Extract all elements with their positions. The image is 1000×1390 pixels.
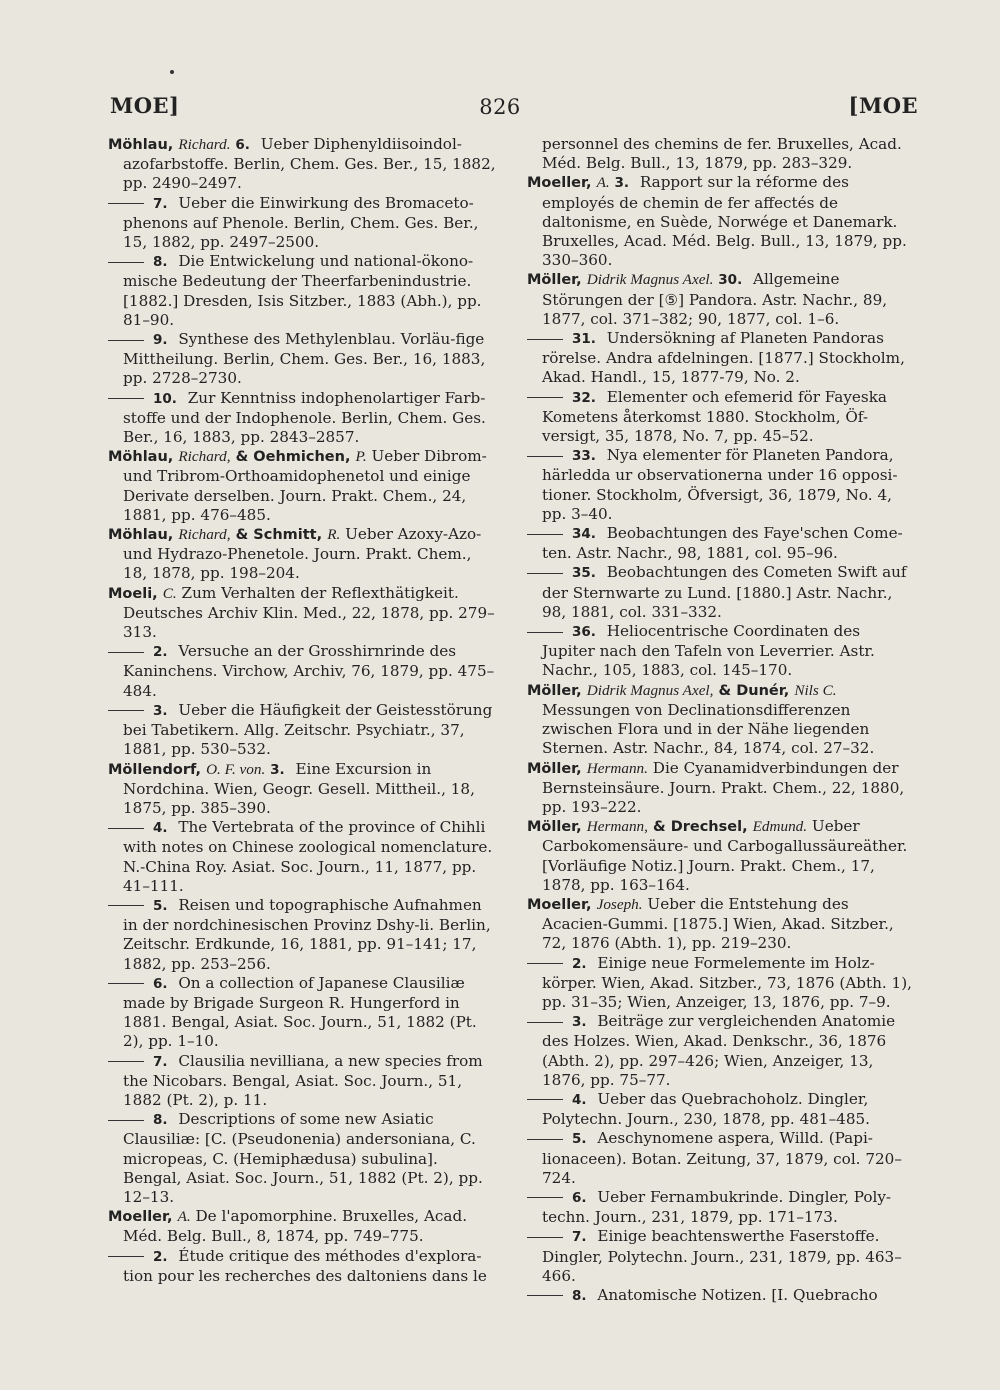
entry-number: 32.: [572, 389, 596, 406]
running-head-right: [MOE: [848, 93, 918, 118]
author-given-name: Richard.: [178, 136, 231, 153]
left-column: [108, 135, 496, 1286]
entry-number: 7.: [153, 195, 168, 212]
author-surname: Möller,: [527, 760, 582, 777]
entry-text: Aeschynomene aspera, Willd. (Papi-lionaceen). Botan. Zeitung, 37, 1879, col. 720–724.: [542, 1129, 902, 1187]
entry-number: 7.: [153, 1053, 168, 1070]
print-speck: [170, 70, 174, 74]
ditto-dash: [527, 1139, 563, 1140]
coauthor-surname: & Schmitt,: [235, 527, 323, 544]
bibliography-entry: [108, 701, 496, 760]
entry-text: Zum Verhalten der Reflexthätigkeit. Deutsches Archiv Klin. Med., 22, 1878, pp. 279–313.: [123, 583, 495, 642]
coauthor-surname: & Drechsel,: [653, 819, 748, 836]
ditto-dash: [108, 262, 144, 263]
author-given-name: Richard,: [178, 526, 231, 544]
entry-number: 4.: [572, 1091, 587, 1108]
entry-text: personnel des chemins de fer. Bruxelles, Acad. Méd. Belg. Bull., 13, 1879, pp. 283–329.: [542, 135, 902, 173]
entry-number: 8.: [153, 1112, 168, 1129]
entry-text: Ueber Diphenyldiisoindol-azofarbstoffe. Berlin, Chem. Ges. Ber., 15, 1882, pp. 2490–2497.: [123, 135, 496, 193]
bibliography-entry: [527, 270, 915, 329]
bibliography-entry: [108, 447, 496, 525]
ditto-dash: [527, 1295, 563, 1296]
author-given-name: Didrik Magnus Axel,: [586, 681, 714, 699]
bibliography-entry: [527, 817, 915, 895]
entry-text: Descriptions of some new Asiatic Clausiliæ: [C. (Pseudonenia) andersoniana, C. micropeas, C. (Hemiphædusa) subulina]. Bengal, Asiat. Soc. Journ., 51, 1882 (Pt. 2), pp. 12–13.: [123, 1110, 483, 1206]
entry-number: 33.: [572, 448, 596, 465]
bibliography-entry: [527, 1129, 915, 1188]
entry-text: Étude critique des méthodes d'explora-tion pour les recherches des daltoniens dans le: [123, 1246, 487, 1285]
author-surname: Möller,: [527, 272, 582, 289]
right-column: [527, 135, 915, 1306]
entry-number: 3.: [270, 761, 285, 778]
entry-number: 7.: [572, 1229, 587, 1246]
author-given-name: O. F. von.: [206, 760, 266, 778]
entry-text: Ueber Dibrom- und Tribrom-Orthoamidophenetol und einige Derivate derselben. Journ. Prakt. Chem., 24, 1881, pp. 476–485.: [123, 447, 487, 524]
bibliography-entry: [108, 525, 496, 584]
entry-text: Messungen von Declinationsdifferenzen zwischen Flora und in der Nähe liegenden Sternen. Astr. Nachr., 84, 1874, col. 27–32.: [542, 700, 875, 758]
bibliography-entry: [108, 1247, 496, 1286]
entry-number: 5.: [572, 1131, 587, 1148]
entry-number: 3.: [614, 175, 630, 192]
entry-text: Versuche an der Grosshirnrinde des Kaninchens. Virchow, Archiv, 76, 1879, pp. 475–484.: [123, 642, 495, 700]
entry-number: 5.: [153, 897, 168, 914]
entry-text: Die Entwickelung und national-ökono-mische Bedeutung der Theerfarbenindustrie. [1882.] Dresden, Isis Sitzber., 1883 (Abh.), pp. 81–90.: [123, 252, 482, 329]
entry-text: Ueber Fernambukrinde. Dingler, Poly-techn. Journ., 231, 1879, pp. 171–173.: [542, 1187, 892, 1227]
entry-text: Synthese des Methylenblau. Vorläu-fige Mittheilung. Berlin, Chem. Ges. Ber., 16, 1883, pp. 2728–2730.: [123, 330, 486, 388]
bibliography-entry: [108, 1052, 496, 1111]
entry-text: Nya elementer för Planeten Pandora, härledda ur observationerna under 16 opposi-tioner. Stockholm, Öfversigt, 36, 1879, No. 4, pp. 3–40.: [542, 446, 898, 523]
entry-number: 2.: [153, 1248, 168, 1265]
ditto-dash: [108, 710, 144, 711]
author-surname: Möller,: [527, 682, 582, 699]
ditto-dash: [527, 1237, 563, 1238]
bibliography-entry: [527, 329, 915, 388]
entry-text: The Vertebrata of the province of Chihli with notes on Chinese zoological nomenclature. N.-China Roy. Asiat. Soc. Journ., 11, 1877, pp. 41–111.: [123, 818, 493, 895]
ditto-dash: [527, 963, 563, 964]
bibliography-entry: [108, 1110, 496, 1207]
page-number: 826: [479, 95, 521, 119]
ditto-dash: [108, 983, 144, 984]
entry-text: De l'apomorphine. Bruxelles, Acad. Méd. Belg. Bull., 8, 1874, pp. 749–775.: [123, 1207, 468, 1246]
entry-text: Clausilia nevilliana, a new species from the Nicobars. Bengal, Asiat. Soc. Journ., 51, 1882 (Pt. 2), p. 11.: [123, 1051, 483, 1109]
bibliography-entry: [527, 1286, 915, 1306]
author-surname: Möllendorf,: [108, 761, 202, 778]
author-surname: Möhlau,: [108, 449, 174, 466]
bibliography-entry: [527, 135, 915, 173]
entry-text: Ueber Carbokomensäure- und Carbogallussäureäther. [Vorläufige Notiz.] Journ. Prakt. Chem., 17, 1878, pp. 163–164.: [542, 817, 908, 894]
author-given-name: Joseph.: [596, 895, 643, 913]
author-given-name: A.: [177, 1208, 191, 1226]
entry-number: 31.: [572, 331, 596, 348]
ditto-dash: [527, 397, 563, 398]
ditto-dash: [108, 340, 144, 341]
entry-text: Rapport sur la réforme des employés de chemin de fer affectés de daltonisme, en Suède, Norwége et Danemark. Bruxelles, Acad. Méd. Belg. Bull., 13, 1879, pp. 330–360.: [542, 173, 907, 270]
entry-number: 6.: [235, 137, 250, 153]
bibliography-entry: [108, 252, 496, 330]
ditto-dash: [108, 652, 144, 653]
bibliography-entry: [108, 818, 496, 896]
entry-number: 34.: [572, 526, 596, 543]
entry-text: Ueber die Häufigkeit der Geistesstörung bei Tabetikern. Allg. Zeitschr. Psychiatr., 37, 1881, pp. 530–532.: [123, 700, 493, 759]
coauthor-given-name: P.: [355, 448, 367, 466]
bibliography-entry: [108, 896, 496, 974]
author-given-name: C.: [162, 584, 177, 602]
bibliography-entry: [527, 1090, 915, 1129]
bibliography-entry: [527, 622, 915, 681]
entry-number: 6.: [153, 975, 168, 992]
bibliography-entry: [527, 563, 915, 622]
ditto-dash: [108, 1256, 144, 1257]
ditto-dash: [527, 1099, 563, 1100]
coauthor-surname: & Dunér,: [718, 682, 790, 699]
ditto-dash: [108, 828, 144, 829]
entry-number: 30.: [718, 272, 743, 289]
bibliography-entry: [527, 1012, 915, 1090]
bibliography-entry: [527, 954, 915, 1013]
bibliography-entry: [527, 388, 915, 447]
entry-text: On a collection of Japanese Clausiliæ made by Brigade Surgeon R. Hungerford in 1881. Bengal, Asiat. Soc. Journ., 51, 1882 (Pt. 2), pp. 1–10.: [123, 973, 477, 1051]
author-given-name: Hermann,: [586, 818, 648, 836]
entry-text: Undersökning af Planeten Pandoras rörelse. Andra afdelningen. [1877.] Stockholm, Akad. Handl., 15, 1877-79, No. 2.: [542, 329, 905, 387]
bibliography-entry: [108, 760, 496, 819]
bibliography-entry: [527, 895, 915, 954]
entry-number: 35.: [572, 565, 596, 582]
entry-text: Die Cyanamidverbindungen der Bernsteinsäure. Journ. Prakt. Chem., 22, 1880, pp. 193–222.: [542, 758, 905, 816]
bibliography-entry: [108, 1207, 496, 1246]
entry-text: Beobachtungen des Faye'schen Come-ten. Astr. Nachr., 98, 1881, col. 95–96.: [542, 524, 903, 563]
entry-text: Anatomische Notizen. [I. Quebracho: [597, 1285, 878, 1304]
bibliography-entry: [108, 974, 496, 1052]
bibliography-entry: [527, 446, 915, 524]
coauthor-surname: & Oehmichen,: [235, 449, 351, 466]
ditto-dash: [108, 905, 144, 906]
ditto-dash: [527, 1022, 563, 1023]
entry-text: Einige beachtenswerthe Faserstoffe. Dingler, Polytechn. Journ., 231, 1879, pp. 463–466.: [542, 1227, 902, 1285]
ditto-dash: [108, 1061, 144, 1062]
bibliography-entry: [108, 389, 496, 448]
author-surname: Moeller,: [108, 1209, 173, 1226]
bibliography-entry: [527, 1227, 915, 1286]
author-surname: Moeller,: [527, 896, 592, 913]
bibliography-entry: [108, 584, 496, 643]
entry-text: Einige neue Formelemente im Holz-körper. Wien, Akad. Sitzber., 73, 1876 (Abth. 1), pp. 31–35; Wien, Anzeiger, 13, 1876, pp. 7–9.: [542, 953, 912, 1011]
entry-text: Ueber die Einwirkung des Bromaceto-phenons auf Phenole. Berlin, Chem. Ges. Ber., 15, 1882, pp. 2497–2500.: [123, 193, 479, 252]
entry-number: 3.: [153, 702, 168, 719]
entry-text: Allgemeine Störungen der [⑤] Pandora. Astr. Nachr., 89, 1877, col. 371–382; 90, 1877, col. 1–6.: [542, 270, 888, 328]
author-surname: Möller,: [527, 819, 582, 836]
entry-number: 2.: [153, 644, 168, 661]
author-surname: Moeller,: [527, 175, 592, 192]
entry-number: 2.: [572, 955, 587, 972]
bibliography-entry: [527, 681, 915, 759]
entry-text: Zur Kenntniss indophenolartiger Farb-stoffe und der Indophenole. Berlin, Chem. Ges. Ber., 16, 1883, pp. 2843–2857.: [123, 388, 486, 447]
entry-text: Beiträge zur vergleichenden Anatomie des Holzes. Wien, Akad. Denkschr., 36, 1876 (Abth. 2), pp. 297–426; Wien, Anzeiger, 13, 1876, pp. 75–77.: [542, 1012, 896, 1089]
ditto-dash: [527, 456, 563, 457]
entry-text: Heliocentrische Coordinaten des Jupiter nach den Tafeln von Leverrier. Astr. Nachr., 105, 1883, col. 145–170.: [542, 622, 875, 680]
bibliography-entry: [527, 173, 915, 270]
entry-number: 10.: [153, 390, 177, 407]
coauthor-given-name: Nils C.: [794, 681, 837, 699]
entry-number: 8.: [153, 254, 168, 271]
author-surname: Möhlau,: [108, 137, 174, 153]
entry-text: Reisen und topographische Aufnahmen in der nordchinesischen Provinz Dshy-li. Berlin, Zeitschr. Erdkunde, 16, 1881, pp. 91–141; 17, 1882, pp. 253–256.: [123, 895, 491, 973]
ditto-dash: [527, 573, 563, 574]
coauthor-given-name: R.: [327, 526, 341, 544]
ditto-dash: [108, 1120, 144, 1121]
bibliography-entry: [527, 759, 915, 818]
bibliography-entry: [108, 642, 496, 701]
ditto-dash: [527, 339, 563, 340]
entry-number: 9.: [153, 332, 168, 349]
running-head-left: MOE]: [110, 93, 180, 118]
bibliography-entry: [108, 135, 496, 194]
bibliography-entry: [108, 330, 496, 389]
entry-number: 8.: [572, 1287, 587, 1304]
ditto-dash: [108, 203, 144, 204]
entry-number: 6.: [572, 1189, 587, 1206]
entry-text: Ueber das Quebrachoholz. Dingler, Polytechn. Journ., 230, 1878, pp. 481–485.: [542, 1089, 870, 1129]
entry-number: 36.: [572, 624, 596, 641]
entry-number: 4.: [153, 820, 168, 837]
ditto-dash: [527, 632, 563, 633]
entry-text: Ueber Azoxy-Azo- und Hydrazo-Phenetole. Journ. Prakt. Chem., 18, 1878, pp. 198–204.: [123, 525, 482, 583]
author-given-name: A.: [596, 174, 610, 192]
entry-text: Elementer och efemerid för Fayeska Kometens återkomst 1880. Stockholm, Öf-versigt, 35, 1878, No. 7, pp. 45–52.: [542, 387, 887, 446]
author-surname: Moeli,: [108, 585, 158, 602]
author-given-name: Richard,: [178, 448, 231, 466]
author-surname: Möhlau,: [108, 527, 174, 544]
entry-text: Beobachtungen des Cometen Swift auf der Sternwarte zu Lund. [1880.] Astr. Nachr., 98, 1881, col. 331–332.: [542, 563, 907, 621]
author-given-name: Hermann.: [586, 759, 648, 777]
coauthor-given-name: Edmund.: [752, 818, 808, 836]
entry-text: Ueber die Entstehung des Acacien-Gummi. [1875.] Wien, Akad. Sitzber., 72, 1876 (Abth. 1), pp. 219–230.: [542, 894, 894, 953]
bibliography-entry: [108, 194, 496, 253]
author-given-name: Didrik Magnus Axel.: [586, 271, 714, 289]
bibliography-entry: [527, 1188, 915, 1227]
ditto-dash: [527, 534, 563, 535]
ditto-dash: [108, 398, 144, 399]
entry-text: Eine Excursion in Nordchina. Wien, Geogr. Gesell. Mittheil., 18, 1875, pp. 385–390.: [123, 759, 475, 817]
entry-number: 3.: [572, 1014, 587, 1031]
bibliography-entry: [527, 524, 915, 563]
ditto-dash: [527, 1197, 563, 1198]
